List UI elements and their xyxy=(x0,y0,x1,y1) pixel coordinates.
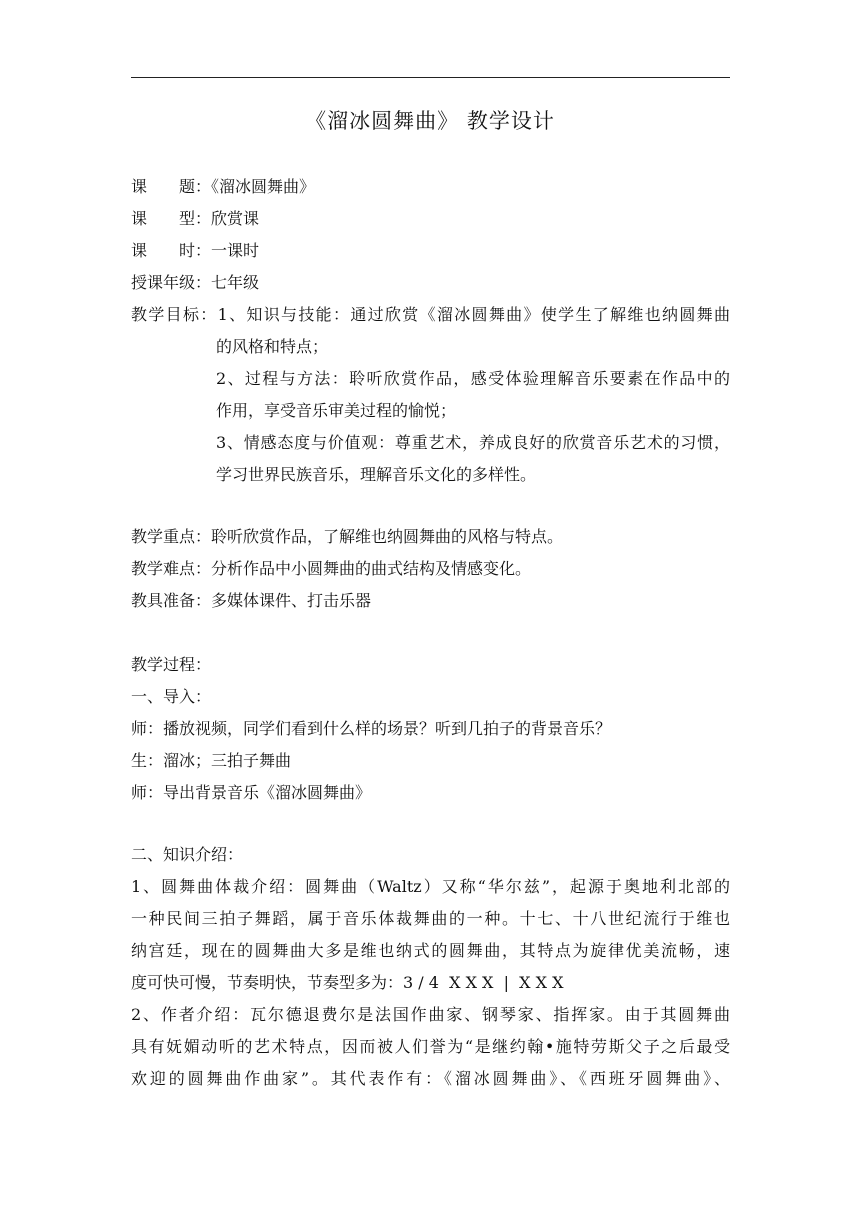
teacher-line-1: 师：播放视频，同学们看到什么样的场景？听到几拍子的背景音乐？ xyxy=(131,719,612,738)
key-point: 教学重点：聆听欣赏作品，了解维也纳圆舞曲的风格与特点。 xyxy=(131,527,564,546)
section-1-heading: 一、导入： xyxy=(131,687,212,706)
paragraph-2-line-2: 具有妩媚动听的艺术特点，因而被人们誉为“是继约翰•施特劳斯父子之后最受 xyxy=(131,1037,730,1056)
difficulty: 教学难点：分析作品中小圆舞曲的曲式结构及情感变化。 xyxy=(131,559,532,578)
goals-line-1: 教学目标：1、知识与技能：通过欣赏《溜冰圆舞曲》使学生了解维也纳圆舞曲 xyxy=(131,305,730,324)
paragraph-1-line-4: 度可快可慢，节奏明快，节奏型多为：3 / 4 X X X | X X X xyxy=(131,973,564,992)
section-2-heading: 二、知识介绍： xyxy=(131,845,244,864)
paragraph-1-line-2: 一种民间三拍子舞蹈，属于音乐体裁舞曲的一种。十七、十八世纪流行于维也 xyxy=(131,909,730,928)
goals-line-4: 作用，享受音乐审美过程的愉悦； xyxy=(216,401,457,420)
info-grade: 授课年级：七年级 xyxy=(131,273,260,292)
goals-line-3: 2、过程与方法：聆听欣赏作品，感受体验理解音乐要素在作品中的 xyxy=(216,369,730,388)
paragraph-1-line-3: 纳宫廷，现在的圆舞曲大多是维也纳式的圆舞曲，其特点为旋律优美流畅，速 xyxy=(131,941,730,960)
goals-line-5: 3、情感态度与价值观：尊重艺术，养成良好的欣赏音乐艺术的习惯， xyxy=(216,433,730,452)
header-rule xyxy=(131,77,730,78)
process-heading: 教学过程： xyxy=(131,655,212,674)
goals-line-2: 的风格和特点； xyxy=(216,337,329,356)
info-type: 课 型：欣赏课 xyxy=(131,209,260,228)
materials: 教具准备：多媒体课件、打击乐器 xyxy=(131,591,372,610)
info-period: 课 时：一课时 xyxy=(131,241,260,260)
info-topic: 课 题：《溜冰圆舞曲》 xyxy=(131,177,316,196)
document-title: 《溜冰圆舞曲》 教学设计 xyxy=(305,109,555,133)
paragraph-2-line-3: 欢迎的圆舞曲作曲家”。其代表作有：《溜冰圆舞曲》、《西班牙圆舞曲》、 xyxy=(131,1069,730,1088)
paragraph-1-line-1: 1、圆舞曲体裁介绍：圆舞曲（Waltz）又称“华尔兹”，起源于奥地利北部的 xyxy=(131,877,730,896)
student-line-1: 生：溜冰；三拍子舞曲 xyxy=(131,751,292,770)
goals-line-6: 学习世界民族音乐，理解音乐文化的多样性。 xyxy=(216,465,537,484)
teacher-line-2: 师：导出背景音乐《溜冰圆舞曲》 xyxy=(131,783,372,802)
paragraph-2-line-1: 2、作者介绍：瓦尔德退费尔是法国作曲家、钢琴家、指挥家。由于其圆舞曲 xyxy=(131,1005,730,1024)
